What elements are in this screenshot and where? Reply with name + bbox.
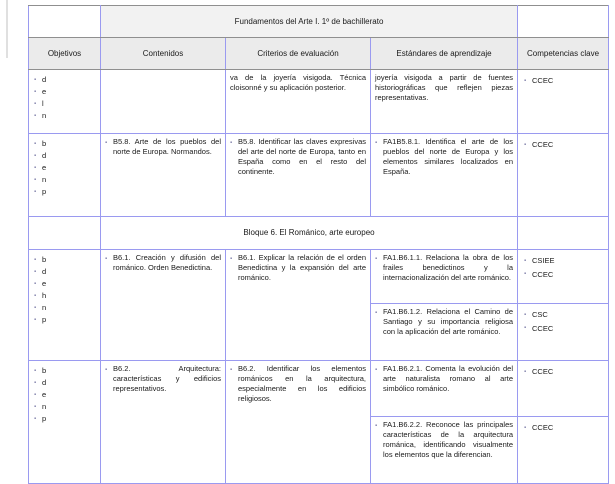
list-item — [34, 266, 96, 278]
list-item-text: ▪ n — [42, 303, 47, 312]
table-row — [29, 361, 609, 417]
competencias-cell — [518, 417, 609, 484]
list-item — [34, 401, 96, 413]
objetivos-cell — [29, 361, 101, 484]
criterio-text: ▪ B6.1. Explicar la relación de el orden Benedictina y la expansión del arte románico. — [238, 253, 366, 282]
list-item-text: ▪ d — [42, 267, 47, 276]
list-item — [34, 150, 96, 162]
bullet-list-item — [105, 137, 221, 157]
estandares-cell — [371, 304, 518, 361]
bullet-list-item — [375, 137, 513, 177]
estandares-cell — [371, 70, 518, 134]
list-item — [34, 377, 96, 389]
contenidos-cell — [101, 70, 226, 134]
table-row — [29, 250, 609, 304]
contenidos-cell — [101, 361, 226, 484]
list-item-text: ▪ CSIEE — [532, 256, 555, 265]
bullet-list-item — [105, 253, 221, 273]
estandares-cell — [371, 361, 518, 417]
list-item-text: ▪ b — [42, 255, 47, 264]
list-item-text: ▪ b — [42, 139, 47, 148]
competencias-cell — [518, 304, 609, 361]
estandar-text: ▪ FA1B5.8.1. Identifica el arte de los pueblos del norte de Europa y los elementos similares localizados en España. — [383, 137, 514, 176]
list-item-text: ▪ CCEC — [532, 423, 554, 432]
bullet-list-item — [375, 420, 513, 460]
list-item — [34, 138, 96, 150]
estandares-cell — [371, 134, 518, 217]
contenidos-cell — [101, 250, 226, 361]
list-item — [524, 138, 604, 152]
criterios-cell — [226, 70, 371, 134]
list-item — [34, 290, 96, 302]
list-item-text: ▪ CCEC — [532, 140, 554, 149]
column-header-estandares: Estándares de aprendizaje — [371, 38, 518, 70]
list-item-text: ▪ d — [42, 75, 47, 84]
bullet-list-item — [230, 253, 366, 283]
list-item — [524, 74, 604, 88]
list-item-text: ▪ CCEC — [532, 323, 554, 333]
list-item — [34, 302, 96, 314]
list-item-text: ▪ b — [42, 366, 47, 375]
list-item — [524, 322, 604, 336]
criterio-text: va de la joyería visigoda. Técnica cloisonné y su aplicación posterior. — [230, 73, 366, 92]
criterios-cell — [226, 250, 371, 361]
list-item — [34, 413, 96, 425]
list-item — [34, 86, 96, 98]
list-item — [34, 174, 96, 186]
objetivos-cell — [29, 250, 101, 361]
contenido-text: ▪ B6.1. Creación y difusión del románico. Orden Benedictina. — [113, 253, 221, 272]
contenido-text: ▪ B5.8. Arte de los pueblos del norte de Europa. Normandos. — [113, 137, 221, 156]
estandares-cell — [371, 417, 518, 484]
page-edge-shadow — [6, 0, 8, 58]
list-item-text: ▪ e — [42, 163, 47, 172]
list-item-text: ▪ n — [42, 175, 47, 184]
bullet-list-item — [230, 137, 366, 177]
objetivos-cell — [29, 70, 101, 134]
section-header-row — [29, 217, 609, 250]
title-row-left-cell — [29, 6, 101, 38]
list-item-text: ▪ p — [42, 187, 47, 196]
list-item-text: ▪ CSC — [532, 310, 548, 319]
list-item — [524, 365, 604, 379]
table-row — [29, 134, 609, 217]
list-item — [34, 278, 96, 290]
bullet-list-item — [375, 364, 513, 394]
section-row-right-cell — [518, 217, 609, 250]
list-item-text: ▪ p — [42, 414, 47, 423]
list-item-text: ▪ CCEC — [532, 76, 554, 85]
objetivos-cell — [29, 134, 101, 217]
competencias-cell — [518, 250, 609, 304]
list-item-text: ▪ CCEC — [532, 269, 554, 279]
list-item-text: ▪ e — [42, 279, 47, 288]
list-item — [34, 162, 96, 174]
estandares-cell — [371, 250, 518, 304]
estandar-text: joyería visigoda a partir de fuentes historiográficas que reflejen piezas representativas. — [375, 73, 514, 102]
competencias-cell — [518, 134, 609, 217]
list-item — [524, 254, 604, 268]
title-row-right-cell — [518, 6, 609, 38]
bullet-list-item — [375, 307, 513, 337]
bullet-list-item — [230, 364, 366, 404]
criterio-text: ▪ B5.8. Identificar las claves expresivas del arte del norte de Europa, tanto en España como en el resto del continente. — [238, 137, 366, 176]
table-title: Fundamentos del Arte I. 1º de bachillerato — [101, 6, 518, 38]
list-item-text: ▪ l — [42, 99, 44, 108]
column-header-row — [29, 38, 609, 70]
estandar-text: ▪ FA1.B6.1.1. Relaciona la obra de los frailes benedictinos y la internacionalización del arte románico. — [383, 253, 514, 282]
section-row-left-cell — [29, 217, 101, 250]
competencias-cell — [518, 361, 609, 417]
bullet-list-item — [375, 253, 513, 283]
table-row — [29, 70, 609, 134]
estandar-text: ▪ FA1.B6.2.2. Reconoce las principales características de la arquitectura románica, identificando visualmente los elementos que la diferencian. — [383, 420, 514, 459]
contenidos-cell — [101, 134, 226, 217]
list-item-text: ▪ n — [42, 402, 47, 411]
list-item — [524, 308, 604, 322]
criterios-cell — [226, 361, 371, 484]
competencias-cell — [518, 70, 609, 134]
list-item-text: ▪ d — [42, 151, 47, 160]
curriculum-table — [28, 5, 609, 484]
bullet-list-item — [105, 364, 221, 394]
table-title-row — [29, 6, 609, 38]
criterio-text: ▪ B6.2. Identificar los elementos románicos en la arquitectura, especialmente en los edificios religiosos. — [238, 364, 366, 403]
list-item-text: ▪ e — [42, 87, 47, 96]
list-item — [524, 421, 604, 435]
list-item-text: ▪ e — [42, 390, 47, 399]
list-item — [34, 110, 96, 122]
list-item-text: ▪ d — [42, 378, 47, 387]
contenido-text: ▪ B6.2. Arquitectura: características y edificios representativos. — [113, 364, 221, 393]
column-header-objetivos: Objetivos — [29, 38, 101, 70]
criterios-cell — [226, 134, 371, 217]
list-item-text: ▪ h — [42, 291, 47, 300]
list-item — [34, 314, 96, 326]
list-item-text: ▪ p — [42, 315, 47, 324]
estandar-text: ▪ FA1.B6.1.2. Relaciona el Camino de Santiago y su importancia religiosa con la aplicación del arte románico. — [383, 307, 514, 336]
list-item — [34, 389, 96, 401]
list-item — [34, 74, 96, 86]
column-header-criterios: Criterios de evaluación — [226, 38, 371, 70]
list-item — [34, 186, 96, 198]
list-item-text: ▪ n — [42, 111, 47, 120]
list-item-text: ▪ CCEC — [532, 367, 554, 376]
estandar-text: ▪ FA1.B6.2.1. Comenta la evolución del arte naturalista romano al arte simbólico románico. — [383, 364, 514, 393]
list-item — [34, 98, 96, 110]
column-header-competencias: Competencias clave — [518, 38, 609, 70]
list-item — [34, 254, 96, 266]
list-item — [34, 365, 96, 377]
list-item — [524, 268, 604, 282]
section-header: Bloque 6. El Románico, arte europeo — [101, 217, 518, 250]
column-header-contenidos: Contenidos — [101, 38, 226, 70]
